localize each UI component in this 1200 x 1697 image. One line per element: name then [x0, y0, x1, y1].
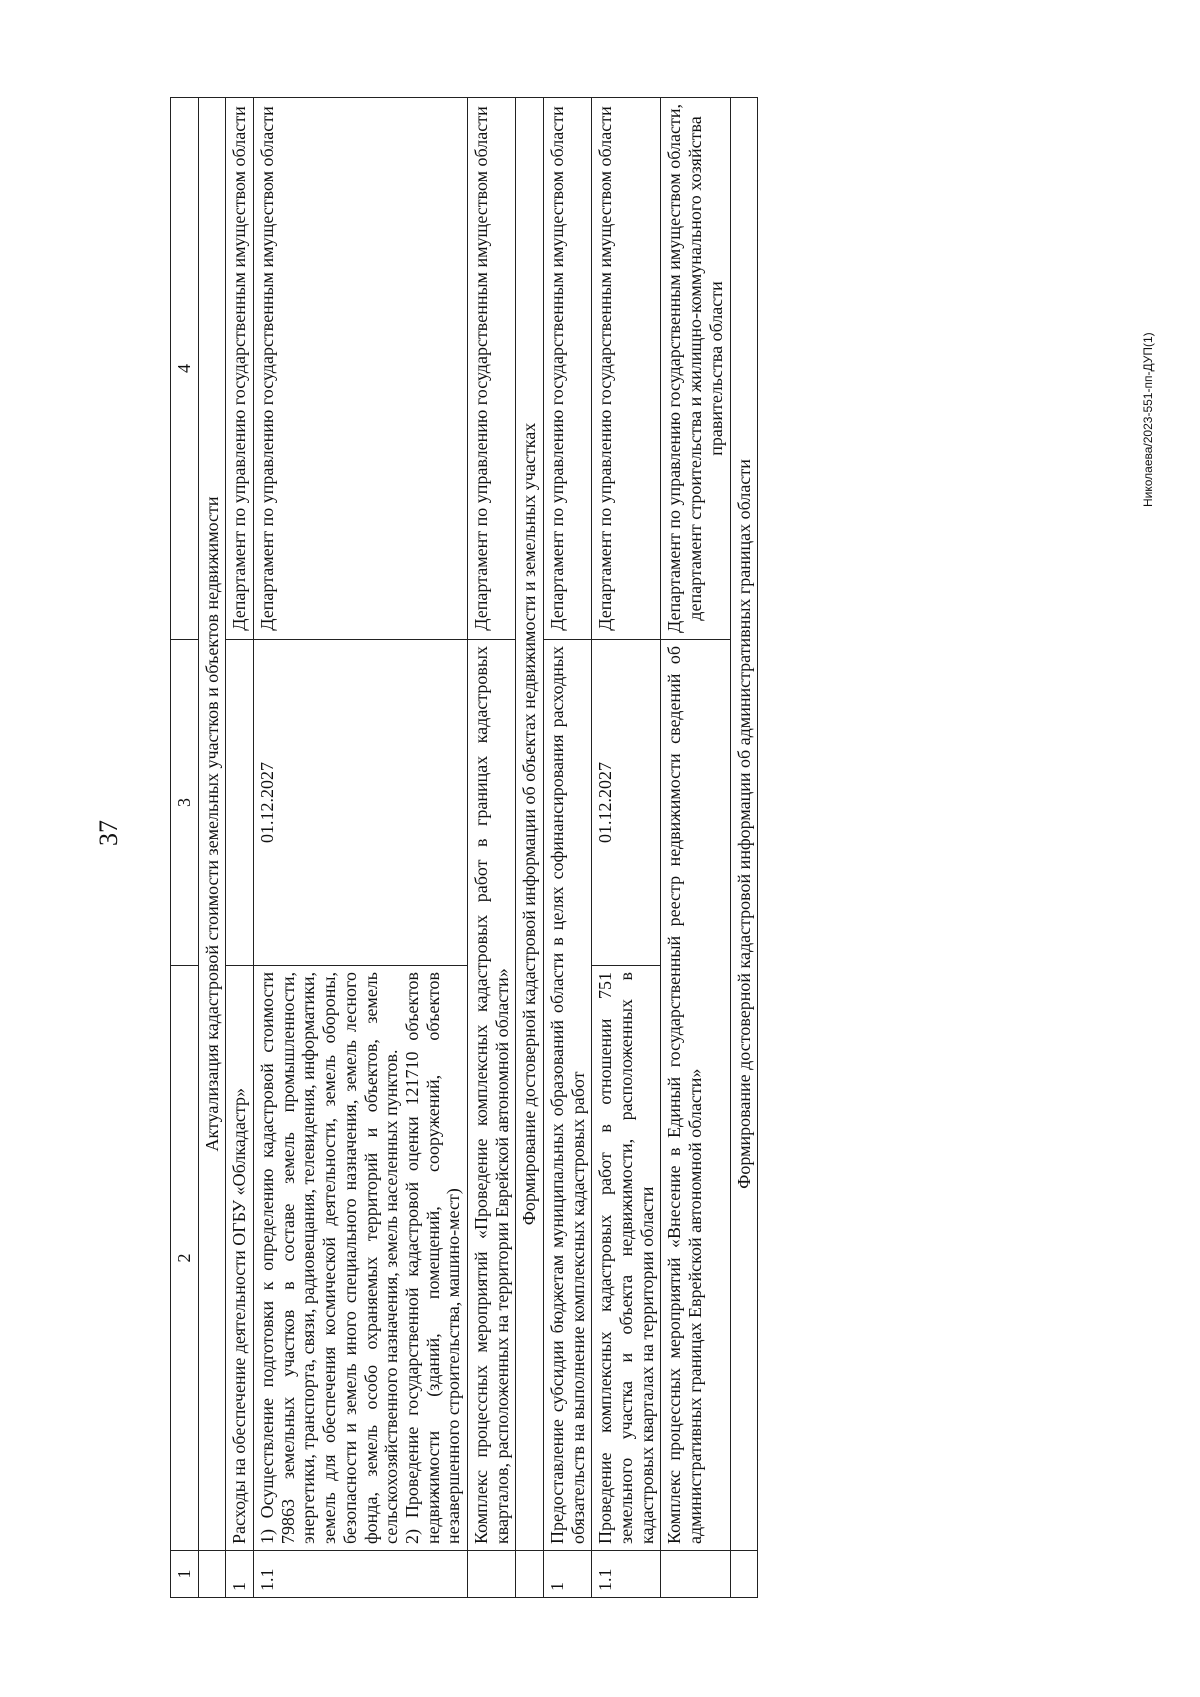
table-row [592, 98, 661, 1598]
table-row [661, 98, 730, 1598]
section-title-row [198, 98, 226, 1598]
header-col-1: 1 [171, 1551, 199, 1598]
header-col-4: 4 [171, 98, 199, 640]
row-description: Расходы на обеспечение деятельности ОГБУ «Облкадастр» [226, 966, 254, 1551]
description-paragraph-2: 2) Проведение государственной кадастровой оценки 121710 объектов недвижимости (зданий, помещений, сооружений, объектов незавершенного строительства, машино-мест) [401, 972, 464, 1544]
section-title-row [516, 98, 544, 1598]
section-spacer [198, 1551, 226, 1598]
rotated-table-container [170, 98, 1070, 1598]
page-number: 37 [94, 820, 123, 846]
table-header-row [171, 98, 199, 1598]
row-number: 1.1 [592, 1551, 661, 1598]
row-department: Департамент по управлению государственным имуществом области [592, 98, 661, 640]
row-number: 1 [544, 1551, 592, 1598]
row-department: Департамент по управлению государственным имуществом области [226, 98, 254, 640]
section-title: Формирование достоверной кадастровой информации об административных границах области [730, 98, 758, 1551]
row-description [254, 966, 468, 1551]
header-col-3: 3 [171, 640, 199, 966]
row-department: Департамент по управлению государственным имуществом области, департамент строительства и жилищно-коммунального хозяйства правительства области [661, 98, 730, 640]
row-date: 01.12.2027 [592, 640, 661, 966]
table-row [467, 98, 515, 1598]
section-title: Актуализация кадастровой стоимости земельных участков и объектов недвижимости [198, 98, 226, 1551]
section-title-row [730, 98, 758, 1598]
measures-table [170, 97, 758, 1598]
row-number: 1.1 [254, 1551, 468, 1598]
section-title: Формирование достоверной кадастровой информации об объектах недвижимости и земельных участках [516, 98, 544, 1551]
document-code: Николаева/2023-551-пп-ДУП(1) [1141, 332, 1155, 507]
row-date [226, 640, 254, 966]
row-department: Департамент по управлению государственным имуществом области [544, 98, 592, 640]
row-number [661, 1551, 730, 1598]
row-description: Предоставление субсидии бюджетам муниципальных образований области в целях софинансирования расходных обязательств на выполнение комплексных кадастровых работ [544, 640, 592, 1551]
row-date: 01.12.2027 [254, 640, 468, 966]
row-department: Департамент по управлению государственным имуществом области [467, 98, 515, 640]
table-row [226, 98, 254, 1598]
row-number: 1 [226, 1551, 254, 1598]
section-spacer [730, 1551, 758, 1598]
row-description: Комплекс процессных мероприятий «Проведение комплексных кадастровых работ в границах кадастровых кварталов, расположенных на территории Еврейской автономной области» [467, 640, 515, 1551]
header-col-2: 2 [171, 966, 199, 1551]
row-description: Комплекс процессных мероприятий «Внесение в Единый государственный реестр недвижимости сведений об административных границах Еврейской автономной области» [661, 640, 730, 1551]
section-spacer [516, 1551, 544, 1598]
row-description: Проведение комплексных кадастровых работ в отношении 751 земельного участка и объекта недвижимости, расположенных в кадастровых кварталах на территории области [592, 966, 661, 1551]
rotated-page-content [170, 98, 1070, 1598]
table-row [254, 98, 468, 1598]
description-paragraph-1: 1) Осуществление подготовки к определению кадастровой стоимости 79863 земельных участков в составе земель промышленности, энергетики, транспорта, связи, радиовещания, телевидения, информатики, земель для обеспечения космической деятельности, земель обороны, безопасности и земель иного специального назначения, земель лесного фонда, земель особо охраняемых территорий и объектов, земель сельскохозяйственного назначения, земель населенных пунктов. [257, 972, 402, 1544]
row-number [467, 1551, 515, 1598]
table-row [544, 98, 592, 1598]
row-department: Департамент по управлению государственным имуществом области [254, 98, 468, 640]
